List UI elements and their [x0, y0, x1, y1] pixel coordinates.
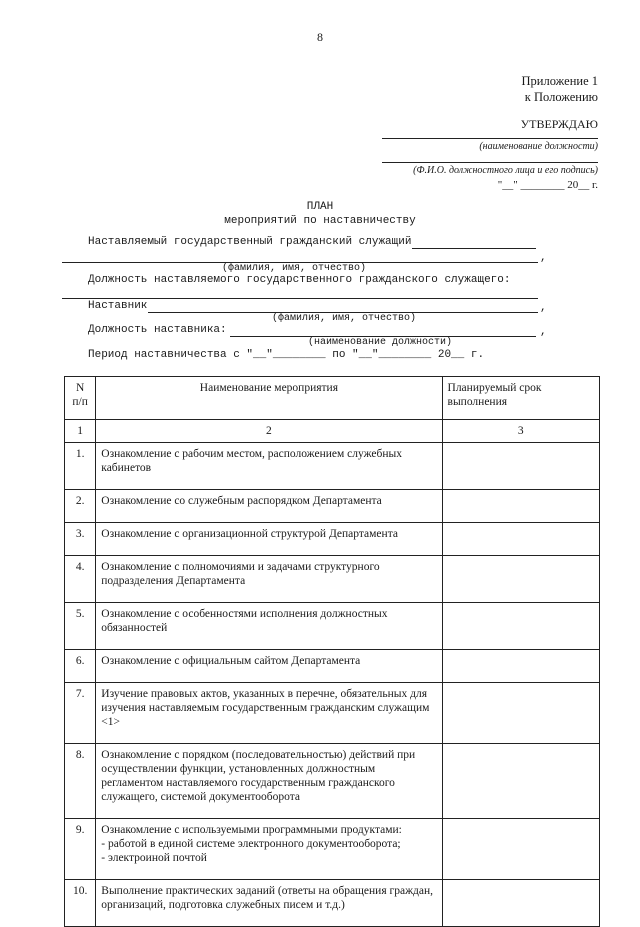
table-row [65, 650, 600, 683]
approve-fio-line [382, 162, 598, 163]
table-row [65, 744, 600, 819]
row-activity: Выполнение практических заданий (ответы на обращения граждан, организаций, подготовка служебных писем и т.д.) [96, 880, 442, 927]
col-number: 1 [65, 420, 96, 443]
plan-title-block [0, 200, 640, 228]
page-number: 8 [317, 30, 323, 44]
row-term-cell [442, 603, 599, 650]
plan-title: ПЛАН [306, 201, 334, 213]
table-row [65, 490, 600, 523]
row-number: 7. [65, 683, 96, 744]
header-name: Наименование мероприятия [96, 377, 442, 420]
approve-title: УТВЕРЖДАЮ [520, 117, 598, 131]
table-row [65, 819, 600, 880]
table-header-row [65, 377, 600, 420]
row-term-cell [442, 523, 599, 556]
mentor-post-label: Должность наставника: [88, 324, 227, 336]
plan-subtitle: мероприятий по наставничеству [224, 215, 416, 227]
table-row [65, 880, 600, 927]
row-activity: Ознакомление с особенностями исполнения должностных обязанностей [96, 603, 442, 650]
appendix-line-2: к Положению [524, 90, 598, 104]
approve-fio-caption: (Ф.И.О. должностного лица и его подпись) [413, 165, 598, 176]
row-number: 5. [65, 603, 96, 650]
row-number: 4. [65, 556, 96, 603]
row-term-cell [442, 880, 599, 927]
row-number: 3. [65, 523, 96, 556]
approve-post-caption: (наименование должности) [479, 141, 598, 152]
approve-post-line [382, 138, 598, 139]
row-activity: Ознакомление с используемыми программными продуктами: - работой в единой системе электронного документооборота; - электроиной почтой [96, 819, 442, 880]
row-activity: Ознакомление со служебным распорядком Департамента [96, 490, 442, 523]
mentee-post-label: Должность наставляемого государственного гражданского служащего: [88, 274, 511, 286]
row-number: 9. [65, 819, 96, 880]
mentor-label: Наставник [88, 300, 148, 312]
row-number: 1. [65, 443, 96, 490]
mentee-post-line [62, 298, 538, 299]
row-activity: Ознакомление с официальным сайтом Департамента [96, 650, 442, 683]
row-activity: Ознакомление с организационной структурой Департамента [96, 523, 442, 556]
mentor-post-caption: (наименование должности) [308, 337, 453, 348]
header-term: Планируемый срок выполнения [442, 377, 599, 420]
period-text: Период наставничества с "__"________ по "__"________ 20__ г. [88, 349, 485, 361]
row-activity: Изучение правовых актов, указанных в перечне, обязательных для изучения наставляемым государственным гражданским служащим <1> [96, 683, 442, 744]
comma: , [540, 252, 547, 264]
col-number: 2 [96, 420, 442, 443]
row-activity: Ознакомление с рабочим местом, расположением служебных кабинетов [96, 443, 442, 490]
mentee-line-1 [412, 248, 536, 249]
mentor-fio-caption: (фамилия, имя, отчество) [272, 313, 417, 324]
row-term-cell [442, 556, 599, 603]
appendix-heading [522, 73, 598, 105]
header-num: N п/п [65, 377, 96, 420]
row-term-cell [442, 744, 599, 819]
table-col-numbers-row [65, 420, 600, 443]
row-term-cell [442, 819, 599, 880]
appendix-line-1: Приложение 1 [521, 74, 598, 88]
table-row [65, 443, 600, 490]
row-number: 6. [65, 650, 96, 683]
row-term-cell [442, 650, 599, 683]
table-row [65, 523, 600, 556]
row-number: 2. [65, 490, 96, 523]
mentoring-plan-table [64, 376, 600, 927]
table-row [65, 556, 600, 603]
row-activity: Ознакомление с полномочиями и задачами структурного подразделения Департамента [96, 556, 442, 603]
mentee-label: Наставляемый государственный гражданский служащий [88, 236, 412, 248]
comma: , [540, 326, 547, 338]
row-term-cell [442, 443, 599, 490]
table-row [65, 603, 600, 650]
row-term-cell [442, 490, 599, 523]
row-activity: Ознакомление с порядком (последовательностью) действий при осуществлении функции, установленных должностным регламентом наставляемого государственным гражданского служащего, системой документооборота [96, 744, 442, 819]
row-number: 10. [65, 880, 96, 927]
approve-date: "__" ________ 20__ г. [497, 179, 598, 191]
mentee-fio-caption: (фамилия, имя, отчество) [222, 263, 367, 274]
row-term-cell [442, 683, 599, 744]
row-number: 8. [65, 744, 96, 819]
comma: , [540, 302, 547, 314]
table-row [65, 683, 600, 744]
col-number: 3 [442, 420, 599, 443]
